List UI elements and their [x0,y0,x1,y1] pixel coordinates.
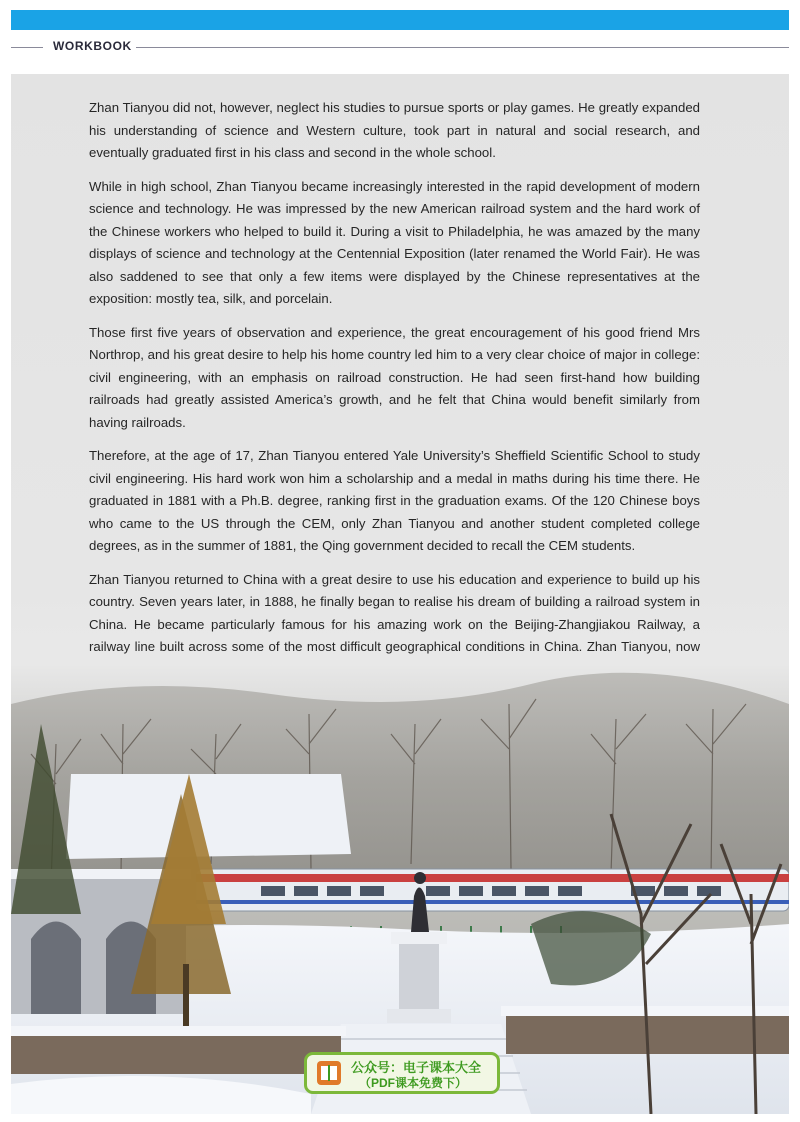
snowy-railway-statue-photo [11,664,789,1114]
section-header [11,39,789,57]
paragraph: Zhan Tianyou returned to China with a great desire to use his education and experience to build up his country. Seven years later, in 1888, he finally began to realise his dream of building a railroad system in China. He became particularly famous for his amazing work on the Beijing-Zhangjiakou Railway, a railway line built across some of the most difficult geographical conditions in China. Zhan Tianyou, now [89,571,700,654]
top-accent-bar [11,10,789,30]
watermark-line-2: （PDF课本免费下） [359,1076,468,1090]
watermark-line-1: 公众号：电子课本大全 [351,1060,482,1075]
paragraph: Zhan Tianyou did not, however, neglect his studies to pursue sports or play games. He greatly expanded his understanding of science and Western culture, took part in natural and social research, and eventually graduated first in his class and second in the whole school. [89,100,700,160]
paragraph: Therefore, at the age of 17, Zhan Tianyou entered Yale University’s Sheffield Scientific School to study civil engineering. His hard work won him a scholarship and a medal in maths during his time there. He graduated in 1881 with a Ph.B. degree, ranking first in the graduation exams. Of the 120 Chinese boys who came to the US through the CEM, only Zhan Tianyou and another student completed college degrees, as in the summer of 1881, the Qing government decided to recall the CEM students. [89,448,700,553]
article-body [89,97,700,715]
header-rule-right [136,47,789,48]
paragraph: Those first five years of observation and experience, the great encouragement of his good friend Mrs Northrop, and his great desire to help his home country led him to a very clear choice of major in college: civil engineering, with an emphasis on railroad construction. He had seen first-hand how building railroads had greatly assisted America’s growth, and he felt that China would benefit similarly from having railroads. [89,324,700,430]
header-rule-left [11,47,43,48]
paragraph: While in high school, Zhan Tianyou became increasingly interested in the rapid development of modern science and technology. He was impressed by the new American railroad system and the hard work of the Chinese workers who helped to build it. During a visit to Philadelphia, he was amazed by the many displays of science and technology at the Centennial Exposition (later renamed the World Fair). He was also saddened to see that only a few items were displayed by the Chinese representatives at the exposition: mostly tea, silk, and porcelain. [89,178,700,306]
section-label: WORKBOOK [53,39,132,53]
book-logo-icon [315,1059,343,1087]
watermark-stamp [304,1052,500,1094]
